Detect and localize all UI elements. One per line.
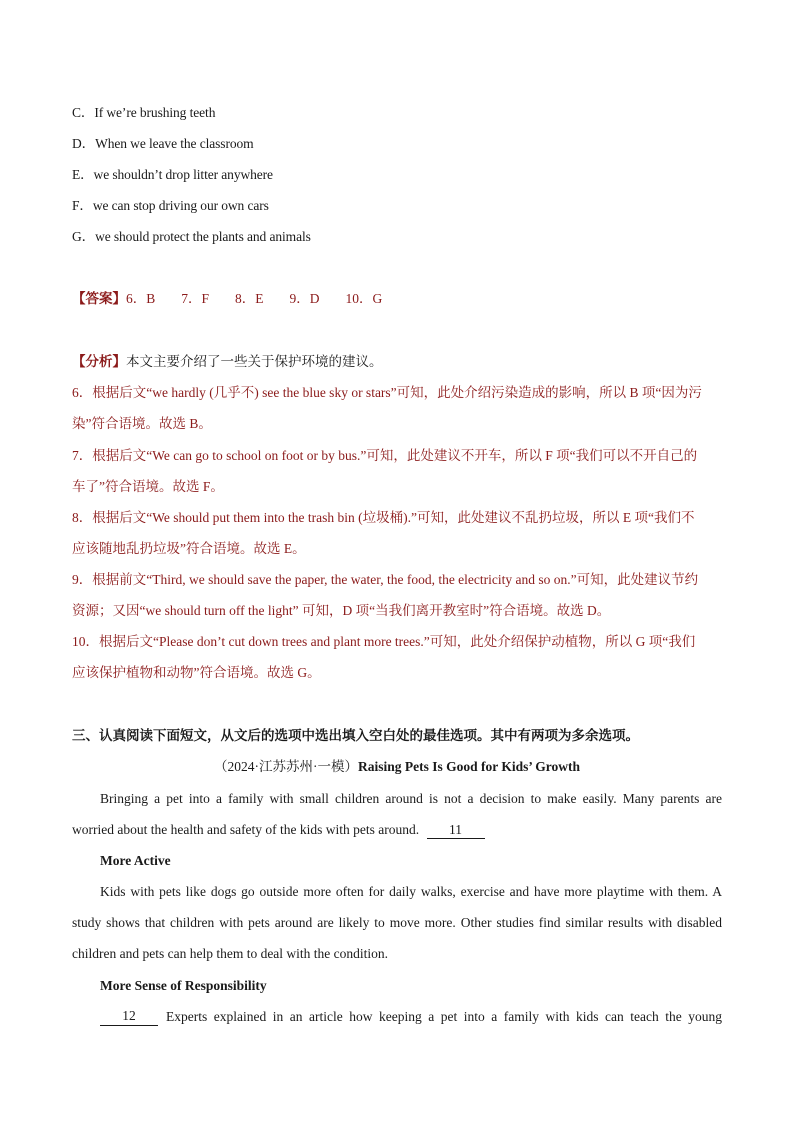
analysis-line: 染”符合语境。故选 B。 — [72, 416, 212, 431]
paragraph-line: children and pets can help them to deal with the condition. — [72, 946, 389, 961]
analysis-line: 10．根据后文“Please don’t cut down trees and plant more trees.”可知，此处介绍保护动植物，所以 G 项“我们 — [72, 634, 696, 649]
paragraph-line: worried about the health and safety of the kids with pets around. 11 — [72, 821, 722, 839]
option-f: F．we can stop driving our own cars — [72, 198, 269, 213]
option-d: D．When we leave the classroom — [72, 136, 254, 151]
option-e: E．we shouldn’t drop litter anywhere — [72, 167, 273, 182]
answer-item: 6．B — [126, 291, 156, 306]
answer-item: 10．G — [345, 291, 383, 306]
option-c: C．If we’re brushing teeth — [72, 105, 216, 120]
paragraph-line: study shows that children with pets around are likely to move more. Other studies find similar results with disabled — [72, 915, 722, 930]
subheading: More Active — [100, 853, 171, 868]
analysis-line: 车了”符合语境。故选 F。 — [72, 479, 224, 494]
paragraph-line: 12 Experts explained in an article how keeping a pet into a family with kids can teach the young — [100, 1008, 722, 1026]
analysis-line: 资源；又因“we should turn off the light” 可知，D 项“当我们离开教室时”符合语境。故选 D。 — [72, 603, 611, 618]
passage-title: Raising Pets Is Good for Kids’ Growth — [357, 759, 581, 774]
analysis-line: 6．根据后文“we hardly (几乎不) see the blue sky or stars”可知，此处介绍污染造成的影响，所以 B 项“因为污 — [72, 385, 702, 400]
analysis-line: 应该随地乱扔垃圾”符合语境。故选 E。 — [72, 541, 306, 556]
passage-source: （2024·江苏苏州·一模） — [213, 759, 358, 774]
analysis-line: 9．根据前文“Third, we should save the paper, the water, the food, the electricity and so on.”可知，此处建议节约 — [72, 572, 699, 587]
passage-title-line — [72, 758, 722, 776]
answer-item: 9．D — [289, 291, 320, 306]
answer-item: 7．F — [181, 291, 210, 306]
answer-line — [72, 290, 722, 308]
paragraph-line: Kids with pets like dogs go outside more often for daily walks, exercise and have more playtime with them. A — [100, 884, 722, 899]
analysis-line: 8．根据后文“We should put them into the trash bin (垃圾桶).”可知，此处建议不乱扔垃圾，所以 E 项“我们不 — [72, 510, 695, 525]
analysis-line: 7．根据后文“We can go to school on foot or by bus.”可知，此处建议不开车，所以 F 项“我们可以不开自己的 — [72, 448, 698, 463]
paragraph-line: Bringing a pet into a family with small children around is not a decision to make easily. Many parents are — [100, 791, 722, 806]
subheading: More Sense of Responsibility — [100, 978, 267, 993]
answer-tag: 【答案】 — [72, 291, 126, 306]
analysis-intro: 【分析】本文主要介绍了一些关于保护环境的建议。 — [72, 354, 383, 369]
analysis-line: 应该保护植物和动物”符合语境。故选 G。 — [72, 665, 321, 680]
section-heading: 三、认真阅读下面短文，从文后的选项中选出填入空白处的最佳选项。其中有两项为多余选项。 — [72, 728, 639, 743]
answer-item: 8．E — [235, 291, 264, 306]
analysis-tag: 【分析】 — [72, 354, 126, 369]
option-g: G．we should protect the plants and animals — [72, 229, 311, 244]
blank-11[interactable]: 11 — [427, 822, 485, 839]
blank-12[interactable]: 12 — [100, 1008, 158, 1026]
